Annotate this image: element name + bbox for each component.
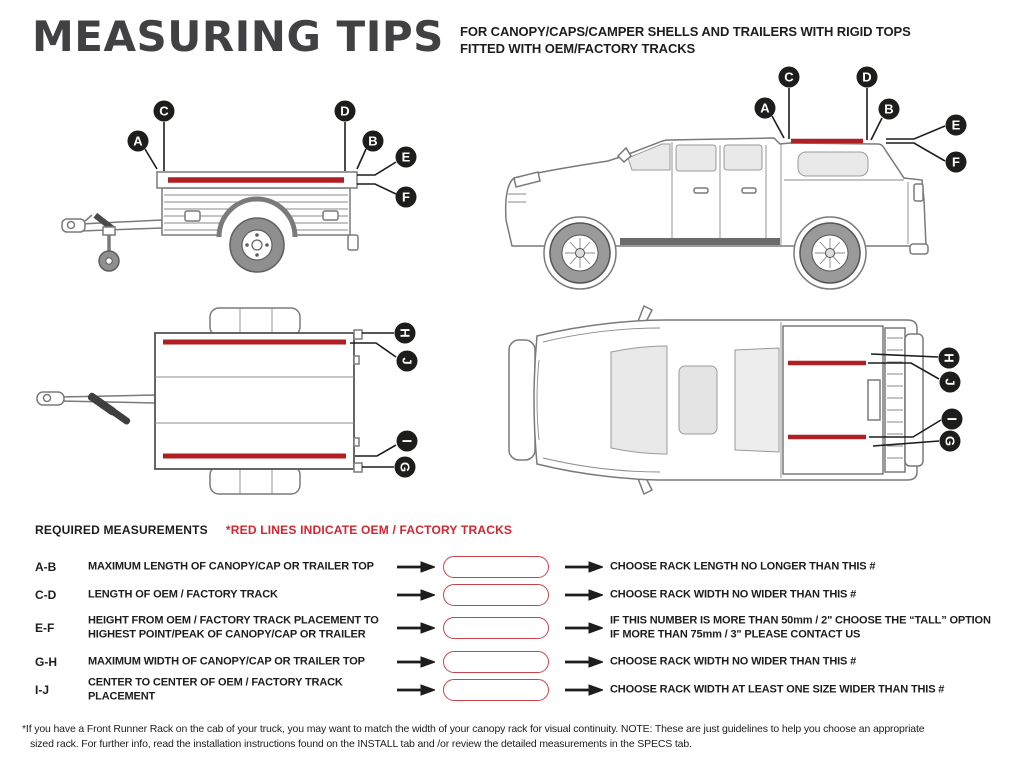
page-title: MEASURING TIPS — [32, 12, 444, 61]
measurement-instruction: CHOOSE RACK WIDTH AT LEAST ONE SIZE WIDER THAN THIS # — [610, 683, 945, 696]
callout-label-b — [363, 131, 384, 152]
value-field-ij — [443, 679, 549, 701]
footnote — [22, 722, 924, 751]
svg-text:A: A — [760, 100, 770, 116]
callout-label-a — [128, 131, 149, 152]
callout-leader-lines — [350, 333, 396, 467]
measurement-instruction: CHOOSE RACK LENGTH NO LONGER THAN THIS # — [610, 560, 876, 573]
measurement-description: HEIGHT FROM OEM / FACTORY TRACK PLACEMENT TO HIGHEST POINT/PEAK OF CANOPY/CAP OR TRAILER — [88, 614, 379, 640]
svg-text:J: J — [942, 378, 958, 386]
callout-label-e — [946, 115, 967, 136]
callout-label-j — [940, 372, 961, 393]
measurement-row-ef — [35, 609, 1024, 647]
measurement-instruction: CHOOSE RACK WIDTH NO WIDER THAN THIS # — [610, 588, 857, 601]
svg-text:G: G — [397, 461, 413, 473]
arrow-right-icon — [565, 589, 603, 601]
measurement-code: E-F — [35, 621, 55, 635]
trailer-top-rail — [157, 172, 357, 188]
callout-label-h — [939, 348, 960, 369]
value-field-ef — [443, 617, 549, 639]
callout-label-c — [154, 101, 175, 122]
callout-label-a — [755, 98, 776, 119]
callout-label-i — [397, 431, 418, 452]
measurement-description: LENGTH OF OEM / FACTORY TRACK — [88, 588, 278, 601]
trailer-wheel — [219, 199, 295, 272]
page-subtitle — [460, 23, 911, 57]
callout-label-e — [396, 147, 417, 168]
trailer-body-top — [155, 330, 362, 472]
svg-text:D: D — [862, 69, 872, 85]
svg-text:C: C — [784, 69, 794, 85]
trailer-drawbar — [37, 392, 155, 426]
callout-label-g — [395, 457, 416, 478]
footnote-line-1: *If you have a Front Runner Rack on the cab of your truck, you may want to match the width of your canopy rack for visual continuity. NOTE: These are just guidelines to help you choose an appropriate — [22, 723, 925, 735]
callout-label-c — [779, 67, 800, 88]
measurement-instruction: CHOOSE RACK WIDTH NO WIDER THAN THIS # — [610, 655, 857, 668]
measurement-code: A-B — [35, 560, 57, 574]
required-measurements-heading: REQUIRED MEASUREMENTS — [35, 523, 208, 537]
footnote-line-2: sized rack. For further info, read the installation instructions found on the INSTALL tab and /or review the detailed measurements in the SPECS tab. — [30, 737, 692, 750]
value-field-cd — [443, 584, 549, 606]
svg-text:A: A — [133, 133, 143, 149]
callout-label-f — [946, 152, 967, 173]
value-field-gh — [443, 651, 549, 673]
svg-text:I: I — [399, 439, 415, 443]
svg-text:B: B — [884, 101, 894, 117]
arrow-right-icon — [565, 622, 603, 634]
truck-top-view-diagram — [495, 300, 1000, 515]
callout-label-j — [397, 351, 418, 372]
svg-text:B: B — [368, 133, 378, 149]
svg-text:J: J — [399, 357, 415, 365]
svg-text:G: G — [942, 435, 958, 447]
value-field-ab — [443, 556, 549, 578]
subtitle-line-1: FOR CANOPY/CAPS/CAMPER SHELLS AND TRAILERS WITH RIGID TOPS — [460, 24, 911, 39]
measurement-code: I-J — [35, 683, 50, 697]
trailer-side-view-diagram — [35, 85, 475, 300]
subtitle-line-2: FITTED WITH OEM/FACTORY TRACKS — [460, 41, 696, 56]
truck-body-top — [509, 306, 923, 494]
callout-label-f — [396, 187, 417, 208]
arrow-right-icon — [565, 684, 603, 696]
svg-text:C: C — [159, 103, 169, 119]
svg-text:D: D — [340, 103, 350, 119]
arrow-right-icon — [397, 622, 435, 634]
measurement-row-ij — [35, 676, 1024, 702]
trailer-top-view-diagram — [20, 300, 470, 510]
callout-label-d — [857, 67, 878, 88]
svg-text:H: H — [941, 353, 957, 363]
arrow-right-icon — [397, 656, 435, 668]
arrow-right-icon — [565, 656, 603, 668]
arrow-right-icon — [397, 561, 435, 573]
measurement-row-cd — [35, 584, 1024, 606]
callout-label-b — [879, 99, 900, 120]
measurement-instruction: IF THIS NUMBER IS MORE THAN 50mm / 2" CHOOSE THE “TALL” OPTION IF MORE THAN 75mm / 3" PLEASE CONTACT US — [610, 614, 991, 640]
measurement-description: MAXIMUM LENGTH OF CANOPY/CAP OR TRAILER TOP — [88, 560, 374, 573]
measurement-description: CENTER TO CENTER OF OEM / FACTORY TRACK PLACEMENT — [88, 676, 343, 702]
svg-text:F: F — [952, 154, 960, 170]
arrow-right-icon — [397, 684, 435, 696]
callout-label-i — [942, 409, 963, 430]
measurement-code: G-H — [35, 655, 57, 669]
svg-text:F: F — [402, 189, 410, 205]
legend — [35, 523, 512, 537]
measurement-code: C-D — [35, 588, 57, 602]
truck-side-view-diagram — [500, 60, 1010, 300]
measurement-description: MAXIMUM WIDTH OF CANOPY/CAP OR TRAILER TOP — [88, 655, 365, 668]
callout-label-h — [395, 323, 416, 344]
callout-label-d — [335, 101, 356, 122]
svg-text:E: E — [951, 117, 961, 133]
red-lines-note: *RED LINES INDICATE OEM / FACTORY TRACKS — [225, 523, 513, 537]
svg-text:H: H — [397, 328, 413, 338]
measurement-row-gh — [35, 651, 1024, 673]
arrow-right-icon — [397, 589, 435, 601]
arrow-right-icon — [565, 561, 603, 573]
measurement-row-ab — [35, 556, 1024, 578]
callout-label-g — [940, 431, 961, 452]
svg-text:I: I — [944, 417, 960, 421]
svg-text:E: E — [401, 149, 411, 165]
